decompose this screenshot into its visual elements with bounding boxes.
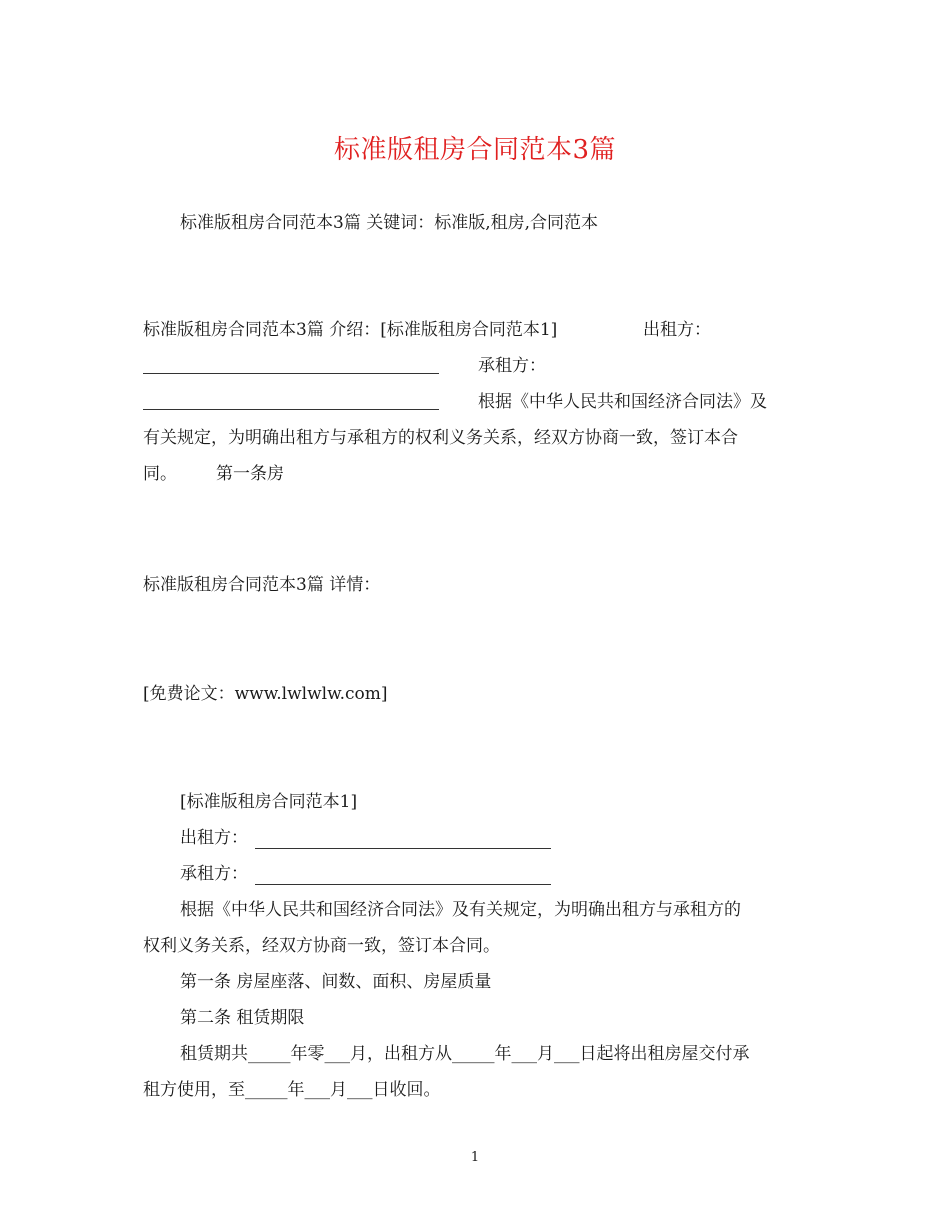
section-heading: [标准版租房合同范本1] — [180, 792, 358, 812]
term-line-2: 租方使用，至_____年___月___日收回。 — [143, 1080, 441, 1100]
intro-line-1: 标准版租房合同范本3篇 介绍：[标准版租房合同范本1] — [143, 320, 558, 340]
document-title: 标准版租房合同范本3篇 — [333, 135, 617, 165]
term-line-1: 租赁期共_____年零___月，出租方从_____年___月___日起将出租房屋交付承 — [180, 1044, 750, 1064]
lessor-label: 出租方： — [180, 828, 248, 848]
intro-lessee-blank — [143, 393, 439, 410]
lessee-label: 承租方： — [180, 864, 248, 884]
article-2: 第二条 租赁期限 — [180, 1008, 305, 1028]
article-1: 第一条 房屋座落、间数、面积、房屋质量 — [180, 972, 492, 992]
basis-line-2: 权利义务关系，经双方协商一致，签订本合同。 — [143, 936, 500, 956]
intro-lessee-label: 承租方： — [478, 356, 546, 376]
free-paper-line: [免费论文：www.lwlwlw.com] — [143, 684, 388, 704]
page-number: 1 — [470, 1150, 480, 1165]
intro-line-3: 根据《中华人民共和国经济合同法》及 — [478, 392, 767, 412]
keywords-line: 标准版租房合同范本3篇 关键词：标准版,租房,合同范本 — [180, 213, 599, 233]
intro-lessor-label: 出租方： — [643, 320, 711, 340]
intro-line-5a: 同。 — [143, 464, 177, 484]
lessee-blank — [255, 868, 551, 885]
lessor-blank — [255, 832, 551, 849]
basis-line-1: 根据《中华人民共和国经济合同法》及有关规定，为明确出租方与承租方的 — [180, 900, 741, 920]
intro-line-5b: 第一条房 — [216, 464, 284, 484]
details-line: 标准版租房合同范本3篇 详情： — [143, 575, 381, 595]
intro-lessor-blank — [143, 357, 439, 374]
intro-line-4: 有关规定，为明确出租方与承租方的权利义务关系，经双方协商一致，签订本合 — [143, 428, 738, 448]
